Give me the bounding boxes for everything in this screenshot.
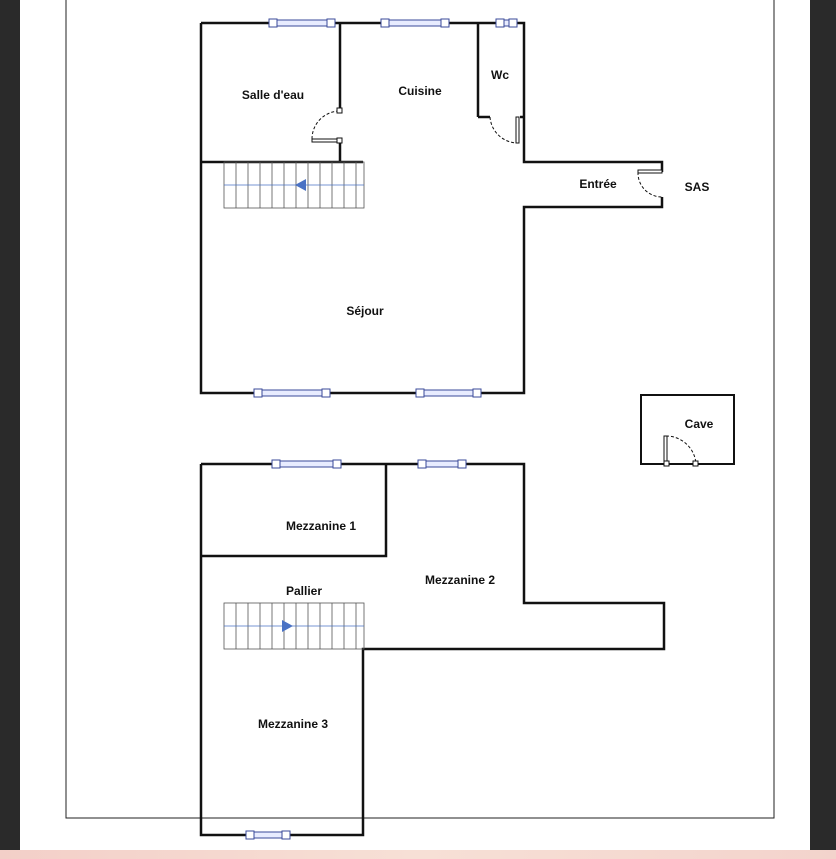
door-cave	[664, 436, 698, 466]
door-salle-deau	[312, 108, 342, 143]
label-mezzanine-2: Mezzanine 2	[424, 573, 496, 587]
stair-arrow-icon	[295, 179, 306, 191]
label-sas: SAS	[684, 180, 710, 194]
label-sejour: Séjour	[346, 304, 384, 318]
ground-floor-stair	[224, 162, 364, 208]
window-cuisine	[381, 19, 449, 27]
plan-frame	[66, 0, 774, 818]
window-wc	[496, 19, 517, 27]
label-entree: Entrée	[579, 177, 617, 191]
window-mezzanine-1	[272, 460, 341, 468]
window-mezzanine-3	[246, 831, 290, 839]
label-pallier: Pallier	[285, 584, 323, 598]
label-cave: Cave	[684, 417, 714, 431]
label-mezzanine-3: Mezzanine 3	[257, 717, 329, 731]
upper-floor-stair	[224, 603, 364, 649]
bottom-strip	[0, 850, 836, 859]
door-wc	[490, 117, 519, 143]
label-cuisine: Cuisine	[398, 84, 442, 98]
window-sejour-right	[416, 389, 481, 397]
upper-floor-walls	[201, 464, 664, 835]
door-entree	[638, 170, 662, 197]
window-sejour-left	[254, 389, 330, 397]
window-salle-deau	[269, 19, 335, 27]
label-salle-deau: Salle d'eau	[241, 88, 305, 102]
room-labels	[242, 68, 714, 731]
label-mezzanine-1: Mezzanine 1	[285, 519, 357, 533]
label-wc: Wc	[491, 68, 509, 82]
stair-arrow-icon	[282, 620, 293, 632]
window-mezzanine-2	[418, 460, 466, 468]
